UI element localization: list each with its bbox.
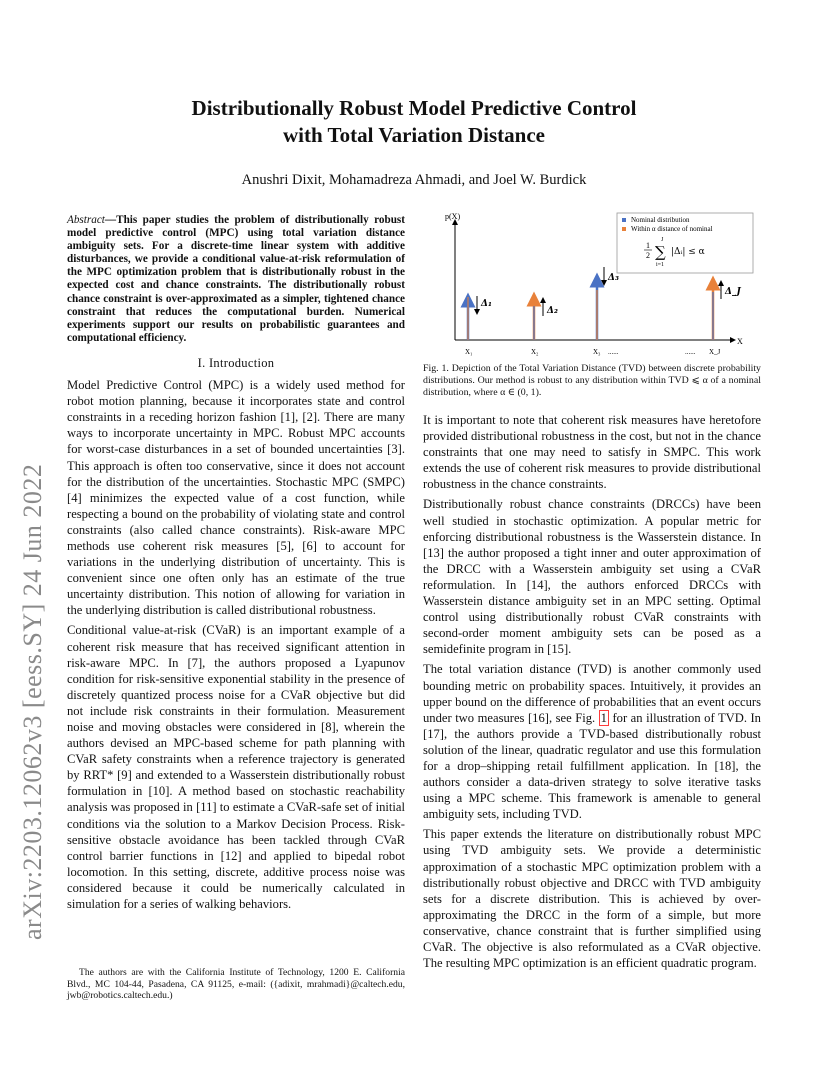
stem-x1 — [468, 296, 492, 340]
delta-label-3: Δ₃ — [608, 273, 619, 283]
intro-paragraph-4: Distributionally robust chance constraints (DRCCs) have been well studied in stochastic optimization. A popular metric for enforcing distributional robustness is the Wasserstein distance. In [13] the author proposed a tight inner and outer approximation of the DRCC with a Wasserstein ambiguity set using a CVaR reformulation. In [14], the authors enforced DRCCs with Wasserstein distance ambiguity set in an MPC setting. Optimal control using distributionally robust CVaR constraints with second-order moment ambiguity sets can be posed as a semidefinite program in [15]. — [423, 497, 761, 657]
x-tick-3: X₃ — [593, 348, 601, 356]
legend-label-within: Within α distance of nominal — [631, 225, 713, 233]
y-axis-label: p(X) — [445, 212, 461, 221]
delta-label-j: Δ_J — [725, 287, 741, 297]
legend-swatch-within — [622, 227, 626, 231]
abstract-text: —This paper studies the problem of distributionally robust model predictive control (MPC) using total variation distance ambiguity sets. For a discrete-time linear system with additive disturbances, we provide a conditional value-at-risk reformulation of the MPC optimization problem that is distributionally robust in the expected cost and chance constraints. The distributionally robust chance constraint is over-approximated as a simpler, tightened chance constraint that reduces the computational burden. Numerical experiments support our results on probabilistic guarantees and computational efficiency. — [67, 214, 405, 344]
tvd-diagram — [423, 210, 761, 362]
right-column — [423, 412, 761, 971]
delta-label-2: Δ₂ — [547, 306, 558, 316]
x-tick-2: X₂ — [531, 348, 539, 356]
section-heading: I. Introduction — [197, 355, 275, 370]
intro-paragraph-5 — [423, 661, 761, 822]
footnote-text: The authors are with the California Institute of Technology, 1200 E. California Blvd., MC 104-44, Pasadena, CA 91125, e-mail: ({adixit, mrahmadi}@caltech.edu, jwb@robotics.caltech.edu.) — [67, 967, 405, 1002]
x-tick-dots-1: ...... — [608, 348, 619, 356]
svg-text:∑: ∑ — [655, 243, 666, 261]
x-tick-1: X₁ — [465, 348, 473, 356]
figure-caption: Fig. 1. Depiction of the Total Variation Distance (TVD) between discrete probability distributions. Our method is robust to any distribution within TVD ⩽ α of a nominal distribution, where α ∈ (0, 1). — [423, 363, 761, 398]
left-column — [67, 214, 405, 912]
legend — [617, 213, 753, 273]
x-tick-j: X_J — [709, 348, 721, 356]
p5-text-a: The total variation distance (TVD) is another commonly used bounding metric on probability spaces. Intuitively, it provides an upper bound on the difference of probabilities that an event occurs under two measures [16], see Fig. — [423, 662, 761, 725]
intro-paragraph-3: It is important to note that coherent risk measures have heretofore provided distributional robustness in the cost, but not in the chance constraints that one may need to satisfy in SMPC. This work extends the use of coherent risk measures to provide distributional robustness in the chance constraints. — [423, 413, 761, 492]
svg-text:J: J — [661, 237, 664, 243]
abstract-lead: Abstract — [67, 214, 105, 226]
intro-paragraph-6: This paper extends the literature on distributionally robust MPC using TVD ambiguity sets. We provide a deterministic approximation of a stochastic MPC optimization problem with a distributionally robust objective and DRCC with TVD ambiguity sets for a discrete distribution. This is achieved by over-approximating the DRCC in the form of a simple, but more conservative, chance constraint that is further simplified using CVaR. The objective is also reformulated as a CVaR objective. The resulting MPC optimization is an efficient quadratic program. — [423, 827, 761, 971]
legend-label-nominal: Nominal distribution — [631, 216, 690, 224]
p5-text-b: for an illustration of TVD. In [17], the authors provide a TVD-based distributionally robust solution of the linear, quadratic regulator and use this formulation for a drop–shipping retail fulfillment application. In [18], the authors consider a data-driven strategy to solve iterative tasks using a MPC scheme. This framework is amenable to general ambiguity sets, including TVD. — [423, 710, 761, 822]
title-line-2: with Total Variation Distance — [283, 123, 545, 147]
stem-xj — [713, 283, 741, 340]
author-list: Anushri Dixit, Mohamadreza Ahmadi, and Joel W. Burdick — [241, 172, 587, 188]
x-tick-dots-2: ...... — [685, 348, 696, 356]
intro-paragraph-1: Model Predictive Control (MPC) is a widely used method for robot motion planning, because it incorporates state and control constraints in a receding horizon fashion [1], [2]. There are many ways to incorporate uncertainty in MPC. Robust MPC accounts for worst-case disturbances in a set of bounded uncertainties [3]. This approach is often too conservative, since it does not account for the distribution of the uncertainties. Stochastic MPC (SMPC) [4] minimizes the expected value of a cost function, while respecting a bound on the probability of violating state and control constraints (also called chance constraints). Risk-aware MPC methods use coherent risk measures [5], [6] to account for variations in the underlying distribution of uncertainty. This is convenient since one often only has an estimate of the true uncertainty distribution. This notion of allowing for variation in the underlying distribution is called distributional robustness. — [67, 378, 405, 618]
stem-x3 — [597, 267, 619, 340]
title-line-1: Distributionally Robust Model Predictive Control — [191, 96, 637, 120]
svg-text:2: 2 — [646, 251, 650, 260]
svg-text:1: 1 — [646, 241, 650, 250]
abstract — [67, 214, 405, 345]
stem-x2 — [534, 299, 558, 340]
x-axis-label: X — [737, 337, 743, 346]
affiliation-footnote — [67, 967, 405, 1002]
paper-title — [130, 95, 698, 149]
figure-1 — [423, 210, 761, 362]
legend-swatch-nominal — [622, 218, 626, 222]
delta-label-1: Δ₁ — [481, 299, 492, 309]
svg-text:i=1: i=1 — [656, 262, 665, 268]
svg-text:|Δᵢ| ≤ α: |Δᵢ| ≤ α — [671, 247, 705, 257]
arxiv-identifier: arXiv:2203.12062v3 [eess.SY] 24 Jun 2022 — [18, 463, 47, 940]
figure-reference-link[interactable]: 1 — [600, 710, 607, 725]
intro-paragraph-2: Conditional value-at-risk (CVaR) is an important example of a coherent risk measure that has received significant attention in risk-aware MPC. In [7], the authors proposed a Lyapunov condition for risk-sensitive exponential stability in the presence of discretely quantized process noise for a CVaR objective but did not include risk constraints in their formulation. Measurement noise and moving obstacles were considered in [8], wherein the authors devised an MPC-based scheme for path planning with CVaR safety constraints when a reference trajectory is generated by RRT* [9] and extended to a Wasserstein distributionally robust formulation in [10]. A method based on stochastic reachability analysis was proposed in [11] to estimate a CVaR-safe set of initial conditions via the solution to a Markov Decision Process. Risk-sensitive obstacle avoidance has been tackled through CVaR control barrier functions in [12] and applied to bipedal robot locomotion. In this setting, discrete, additive process noise was considered because it could be numerically calculated in simulation for a series of walking behaviors. — [67, 623, 405, 912]
